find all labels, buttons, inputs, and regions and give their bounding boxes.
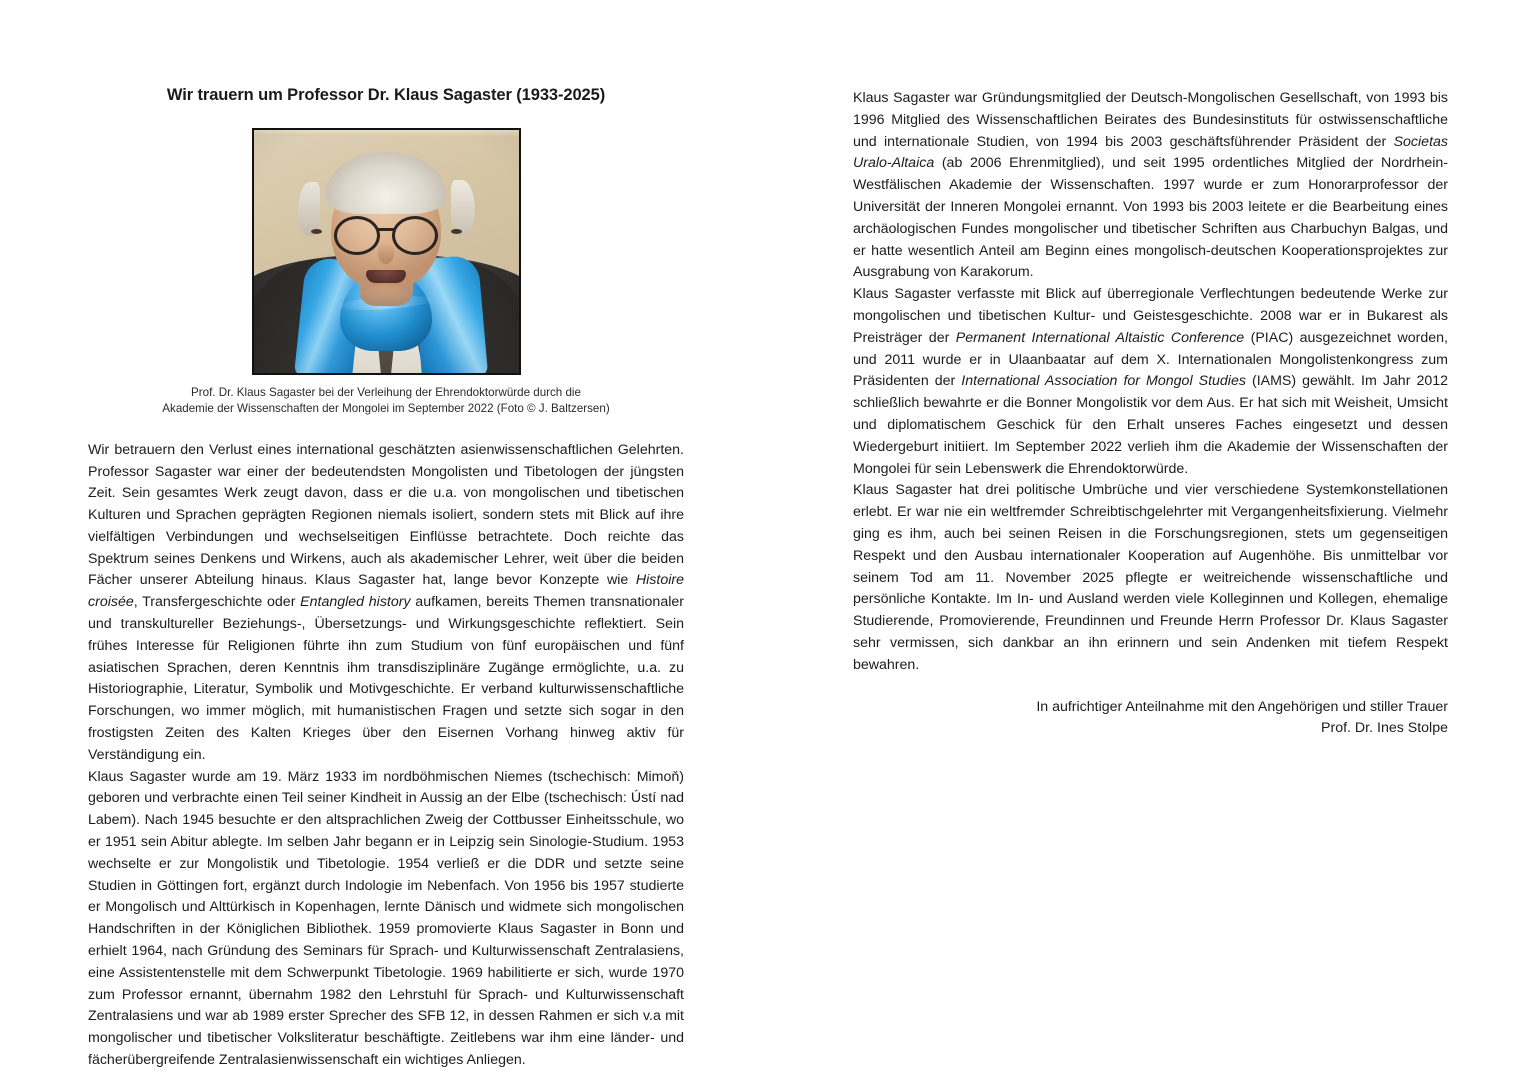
italic-entangled-history: Entangled history [300, 594, 411, 611]
paragraph-works-part-2: (PIAC) ausgezeichnet worden, und 2011 wurde er in Ulaanbaatar auf dem X. Internationalen Mongolistenkongress zum Präsidenten der [853, 329, 1448, 390]
photo-vignette [254, 130, 519, 373]
photo-caption-line-2: Akademie der Wissenschaften der Mongolei im September 2022 (Foto © J. Baltzersen) [162, 402, 610, 416]
paragraph-memberships-part-2: (ab 2006 Ehrenmitglied), und seit 1995 ordentliches Mitglied der Nordrhein-Westfälischen Akademie der Wissenschaften. 1997 wurde er zum Honorarprofessor der Universität der Inneren Mongolei ernannt. Von 1993 bis 2003 leitete er die Bearbeitung eines archäologischen Fundes mongolischer und tibetischer Schriften aus Charbuchyn Balgas, und er hatte wesentlich Anteil am Beginn eines mongolisch-deutschen Kooperationsprojektes zur Ausgrabung von Karakorum. [853, 155, 1448, 281]
italic-societas-uralo-altaica: Societas Uralo-Altaica [853, 133, 1448, 172]
portrait-photo [252, 128, 521, 375]
photo-caption [151, 385, 621, 418]
left-column [88, 86, 684, 1072]
paragraph-tribute [88, 440, 684, 767]
paragraph-memberships [853, 88, 1448, 284]
paragraph-works-part-3: (IAMS) gewählt. Im Jahr 2012 schließlich bewahrte er die Bonner Mongolistik vor dem Aus. Er hat sich mit Weisheit, Umsicht und diplomatischem Geschick für den Erhalt unseres Faches eingesetzt und dessen Wiedergeburt initiiert. Im September 2022 verlieh ihm die Akademie der Wissenschaften der Mongolei für sein Lebenswerk die Ehrendoktorwürde. [853, 373, 1449, 477]
left-column-body [88, 440, 684, 1072]
page-title: Wir trauern um Professor Dr. Klaus Sagaster (1933-2025) [166, 86, 606, 104]
signature-author: Prof. Dr. Ines Stolpe [1321, 720, 1448, 737]
italic-histoire-croisee: Histoire croisée [88, 572, 684, 611]
signature-block [853, 697, 1448, 741]
paragraph-tribute-part-1: Wir betrauern den Verlust eines international geschätzten asienwissenschaftlichen Gelehrten. Professor Sagaster war einer der bedeutendsten Mongolisten und Tibetologen der jüngsten Zeit. Sein gesamtes Werk zeugt davon, dass er die u.a. von mongolischen und tibetischen Kulturen und Sprachen geprägten Regionen niemals isoliert, sondern stets mit Blick auf ihre vielfältigen Verbindungen und wechselseitigen Einflüsse betrachtete. Doch reichte das Spektrum seines Denkens und Wirkens, auch als akademischer Lehrer, weit über die beiden Fächer unserer Abteilung hinaus. Klaus Sagaster hat, lange bevor Konzepte wie [88, 441, 684, 589]
italic-iams: International Association for Mongol Studies [961, 373, 1246, 390]
italic-piac: Permanent International Altaistic Conference [955, 329, 1245, 346]
paragraph-memberships-part-1: Klaus Sagaster war Gründungsmitglied der Deutsch-Mongolischen Gesellschaft, von 1993 bis 1996 Mitglied des Wissenschaftlichen Beirates des Bundesinstituts für ostwissenschaftliche und internationale Studien, von 1994 bis 2003 geschäftsführender Präsident der [853, 90, 1448, 150]
paragraph-works-and-honours [853, 284, 1448, 480]
photo-caption-line-1: Prof. Dr. Klaus Sagaster bei der Verleihung der Ehrendoktorwürde durch die [191, 385, 581, 399]
signature-condolence-line: In aufrichtiger Anteilnahme mit den Angehörigen und stiller Trauer [1036, 698, 1448, 715]
portrait-photo-block [252, 128, 521, 375]
paragraph-legacy: Klaus Sagaster hat drei politische Umbrüche und vier verschiedene Systemkonstellationen erlebt. Er war nie ein weltfremder Schreibtischgelehrter mit Vergangenheitsfixierung. Vielmehr ging es ihm, auch bei seinen Reisen in die Forschungsregionen, stets um gegenseitigen Respekt und den Ausbau internationaler Kooperation auf Augenhöhe. Bis unmittelbar vor seinem Tod am 11. November 2025 pflegte er weitreichende wissenschaftliche und persönliche Kontakte. Im In- und Ausland werden viele Kolleginnen und Kollegen, ehemalige Studierende, Promovierende, Freundinnen und Freunde Herrn Professor Dr. Klaus Sagaster sehr vermissen, sich dankbar an ihn erinnern und sein Andenken mit tiefem Respekt bewahren. [853, 482, 1448, 673]
right-column [853, 88, 1448, 740]
paragraph-tribute-part-3: aufkamen, bereits Themen transnationaler und transkultureller Beziehungs-, Übersetzungs- und Wirkungsgeschichte reflektiert. Sein frühes Interesse für Religionen führte ihn zum Studium von fünf europäischen und fünf asiatischen Sprachen, deren Kenntnis ihm transdisziplinäre Zugänge ermöglichte, u.a. zu Historiographie, Literatur, Symbolik und Motivgeschichte. Er verband kulturwissenschaftliche Forschungen, wo immer möglich, mit humanistischen Fragen und setzte sich sogar in den frostigsten Zeiten des Kalten Krieges über den Eisernen Vorhang hinweg aktiv für Verständigung ein. [88, 594, 684, 763]
paragraph-biography: Klaus Sagaster wurde am 19. März 1933 im nordböhmischen Niemes (tschechisch: Mimoň) geboren und verbrachte einen Teil seiner Kindheit in Aussig an der Elbe (tschechisch: Ústí nad Labem). Nach 1945 besuchte er den altsprachlichen Zweig der Cottbusser Einheitsschule, wo er 1951 sein Abitur ablegte. Im selben Jahr begann er in Leipzig sein Sinologie-Studium. 1953 wechselte er zur Mongolistik und Tibetologie. 1954 verließ er die DDR und setzte seine Studien in Göttingen fort, ergänzt durch Indologie im Nebenfach. Von 1956 bis 1957 studierte er Mongolisch und Alttürkisch in Kopenhagen, lernte Dänisch und widmete sich mongolischen Handschriften in der Königlichen Bibliothek. 1959 promovierte Klaus Sagaster in Bonn und erhielt 1964, nach Gründung des Seminars für Sprach- und Kulturwissenschaft Zentralasiens, eine Assistentenstelle mit dem Schwerpunkt Tibetologie. 1969 habilitierte er sich, wurde 1970 zum Professor ernannt, übernahm 1982 den Lehrstuhl für Sprach- und Kulturwissenschaft Zentralasiens und war ab 1989 erster Sprecher des SFB 12, in dessen Rahmen er sich v.a mit mongolischer und tibetischer Volksliteratur beschäftigte. Zeitlebens war ihm eine länder- und fächerübergreifende Zentralasienwissenschaft ein wichtiges Anliegen. [88, 768, 684, 1069]
paragraph-works-part-1: Klaus Sagaster verfasste mit Blick auf überregionale Verflechtungen bedeutende Werke zur mongolischen und tibetischen Kultur- und Geistesgeschichte. 2008 war er in Bukarest als Preisträger der [853, 286, 1448, 346]
paragraph-tribute-part-2: , Transfergeschichte oder [133, 594, 301, 611]
